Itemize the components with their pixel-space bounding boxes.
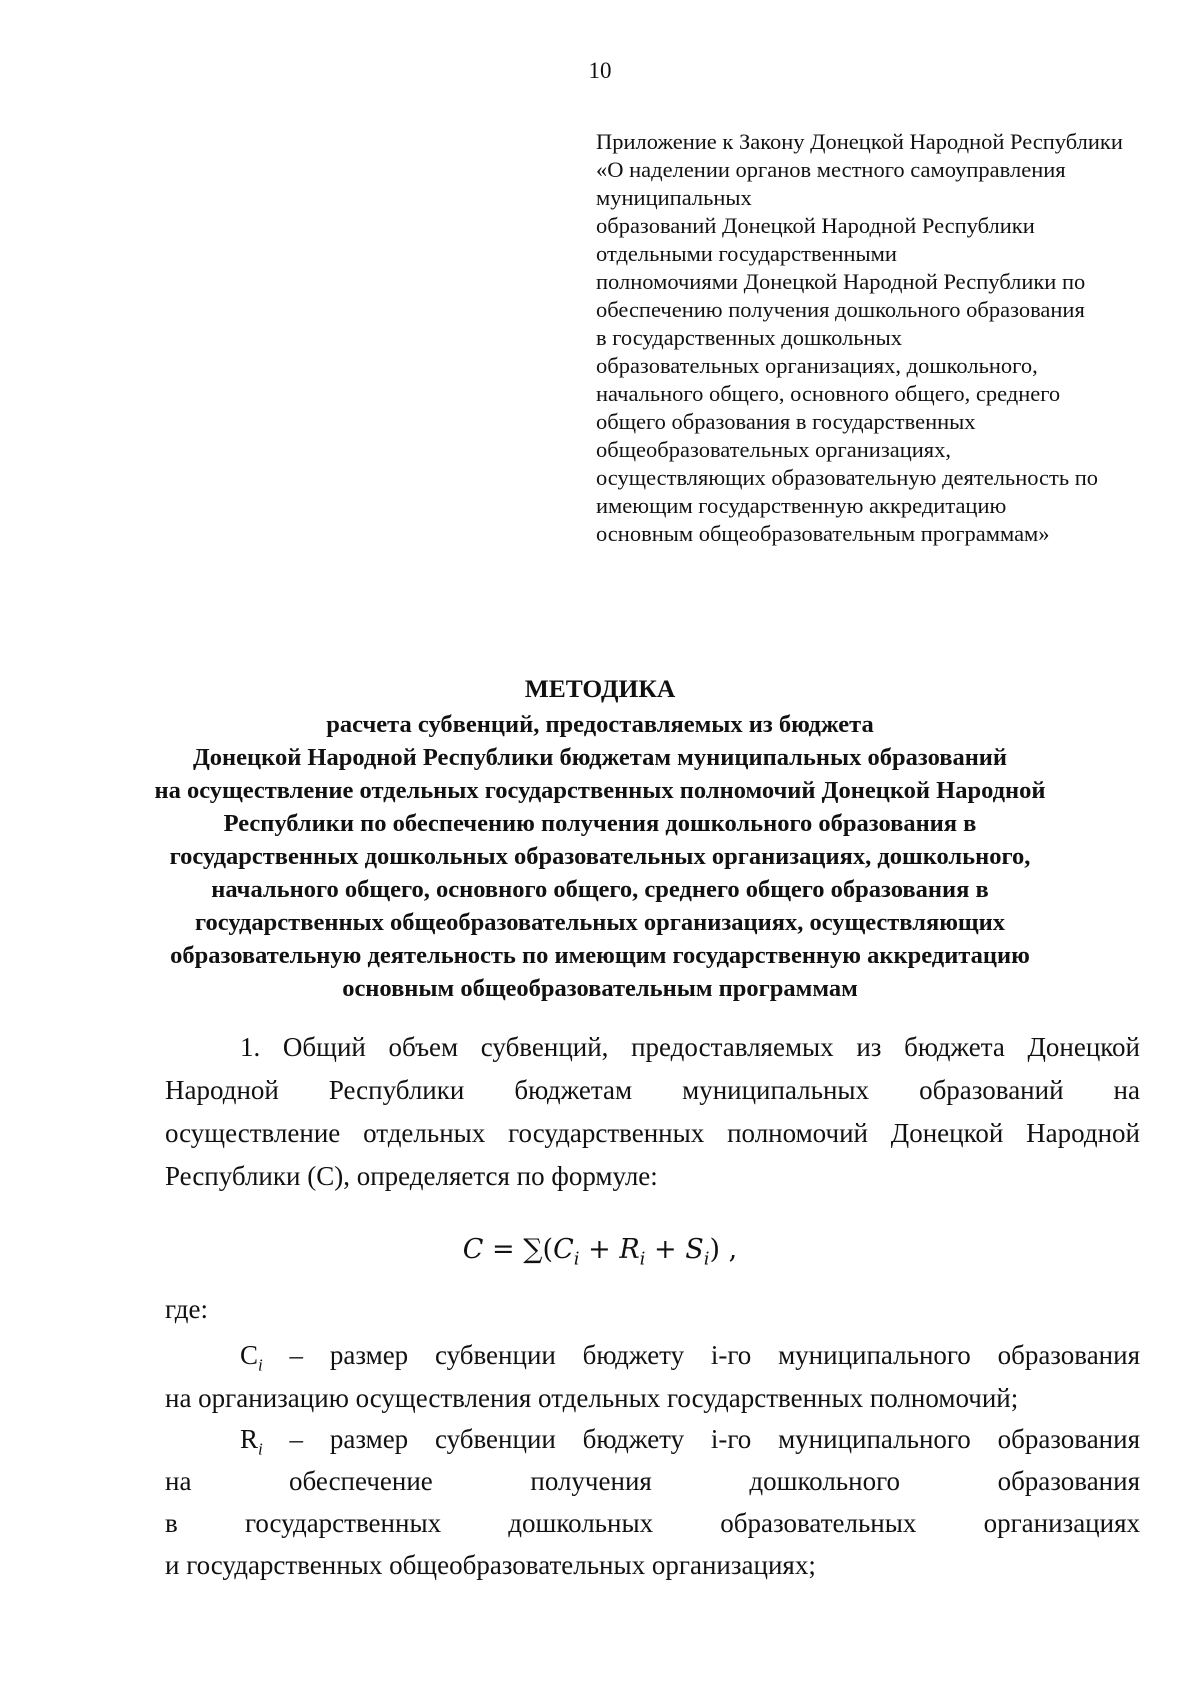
formula-s: S bbox=[685, 1234, 704, 1265]
definition-c bbox=[165, 1334, 1140, 1420]
definition-r bbox=[165, 1418, 1140, 1587]
symbol-r: R bbox=[240, 1424, 259, 1454]
definition-line: на организацию осуществления отдельных государственных полномочий; bbox=[165, 1383, 1019, 1413]
where-label-block bbox=[165, 1288, 1140, 1331]
appendix-line: общего образования в государственных bbox=[596, 409, 976, 434]
definition-line: в государственных дошкольных образовательных организациях bbox=[165, 1508, 1140, 1538]
appendix-line: Приложение к Закону Донецкой Народной Республики bbox=[596, 129, 1123, 154]
formula-sub: i bbox=[639, 1248, 646, 1270]
title-line: государственных дошкольных образовательных организациях, дошкольного, bbox=[169, 843, 1031, 870]
formula-c: C bbox=[553, 1234, 574, 1265]
page-number: 10 bbox=[588, 58, 612, 83]
paragraph-line: Республики (С), определяется по формуле: bbox=[165, 1161, 658, 1191]
appendix-line: основным общеобразовательным программам» bbox=[596, 521, 1050, 546]
formula-lhs: C bbox=[462, 1234, 484, 1265]
symbol-c: C bbox=[240, 1340, 259, 1370]
definition-text: – размер субвенции бюджету i-го муниципального образования bbox=[289, 1340, 1141, 1370]
paragraph-line: осуществление отдельных государственных полномочий Донецкой Народной bbox=[165, 1118, 1140, 1148]
symbol-sub: i bbox=[258, 1439, 263, 1459]
paragraph-line: 1. Общий объем субвенций, предоставляемых из бюджета Донецкой bbox=[240, 1032, 1140, 1062]
title-line: начального общего, основного общего, среднего общего образования в bbox=[211, 876, 989, 903]
appendix-line: отдельными государственными bbox=[596, 241, 897, 266]
title-line: основным общеобразовательным программам bbox=[342, 975, 858, 1002]
appendix-header bbox=[596, 128, 1156, 548]
title-line: государственных общеобразовательных организациях, осуществляющих bbox=[195, 909, 1005, 936]
title-line: образовательную деятельность по имеющим государственную аккредитацию bbox=[170, 942, 1030, 969]
formula-equals: = bbox=[492, 1234, 515, 1265]
definition-line: на обеспечение получения дошкольного образования bbox=[165, 1466, 1140, 1496]
definition-text: – размер субвенции бюджету i-го муниципального образования bbox=[289, 1424, 1141, 1454]
formula-sub: i bbox=[703, 1248, 710, 1270]
appendix-line: осуществляющих образовательную деятельность по bbox=[596, 465, 1099, 490]
appendix-line: муниципальных bbox=[596, 185, 752, 210]
paragraph-1 bbox=[165, 1026, 1140, 1198]
appendix-line: обеспечению получения дошкольного образования bbox=[596, 297, 1085, 322]
appendix-line: начального общего, основного общего, среднего bbox=[596, 381, 1061, 406]
title-line: на осуществление отдельных государственных полномочий Донецкой Народной bbox=[154, 777, 1046, 804]
appendix-line: в государственных дошкольных bbox=[596, 325, 902, 350]
definition-line bbox=[165, 1418, 1140, 1460]
formula-plus: + bbox=[654, 1234, 677, 1265]
title-line: Республики по обеспечению получения дошкольного образования в bbox=[223, 810, 977, 837]
formula-sum: ∑ bbox=[523, 1234, 543, 1265]
title-heading: МЕТОДИКА bbox=[524, 674, 676, 703]
paragraph-line: Народной Республики бюджетам муниципальных образований на bbox=[165, 1075, 1140, 1105]
document-title bbox=[140, 672, 1060, 1005]
formula-tail: , bbox=[728, 1234, 738, 1265]
appendix-line: имеющим государственную аккредитацию bbox=[596, 493, 1007, 518]
formula-sub: i bbox=[573, 1248, 580, 1270]
appendix-line: полномочиями Донецкой Народной Республики по bbox=[596, 269, 1086, 294]
appendix-line: образований Донецкой Народной Республики bbox=[596, 213, 1035, 238]
where-label: где: bbox=[165, 1294, 208, 1324]
appendix-line: общеобразовательных организациях, bbox=[596, 437, 952, 462]
definition-line: и государственных общеобразовательных организациях; bbox=[165, 1550, 816, 1580]
formula-plus: + bbox=[588, 1234, 611, 1265]
appendix-line: «О наделении органов местного самоуправления bbox=[596, 157, 1066, 182]
formula-r: R bbox=[619, 1234, 640, 1265]
symbol-sub: i bbox=[258, 1355, 263, 1375]
definition-line bbox=[165, 1334, 1140, 1377]
formula: $C = \sum(C_i + R_i + S_i)$ , bbox=[462, 1234, 738, 1270]
appendix-line: образовательных организациях, дошкольного, bbox=[596, 353, 1038, 378]
title-line: расчета субвенций, предоставляемых из бюджета bbox=[326, 711, 874, 738]
title-line: Донецкой Народной Республики бюджетам муниципальных образований bbox=[192, 744, 1008, 771]
